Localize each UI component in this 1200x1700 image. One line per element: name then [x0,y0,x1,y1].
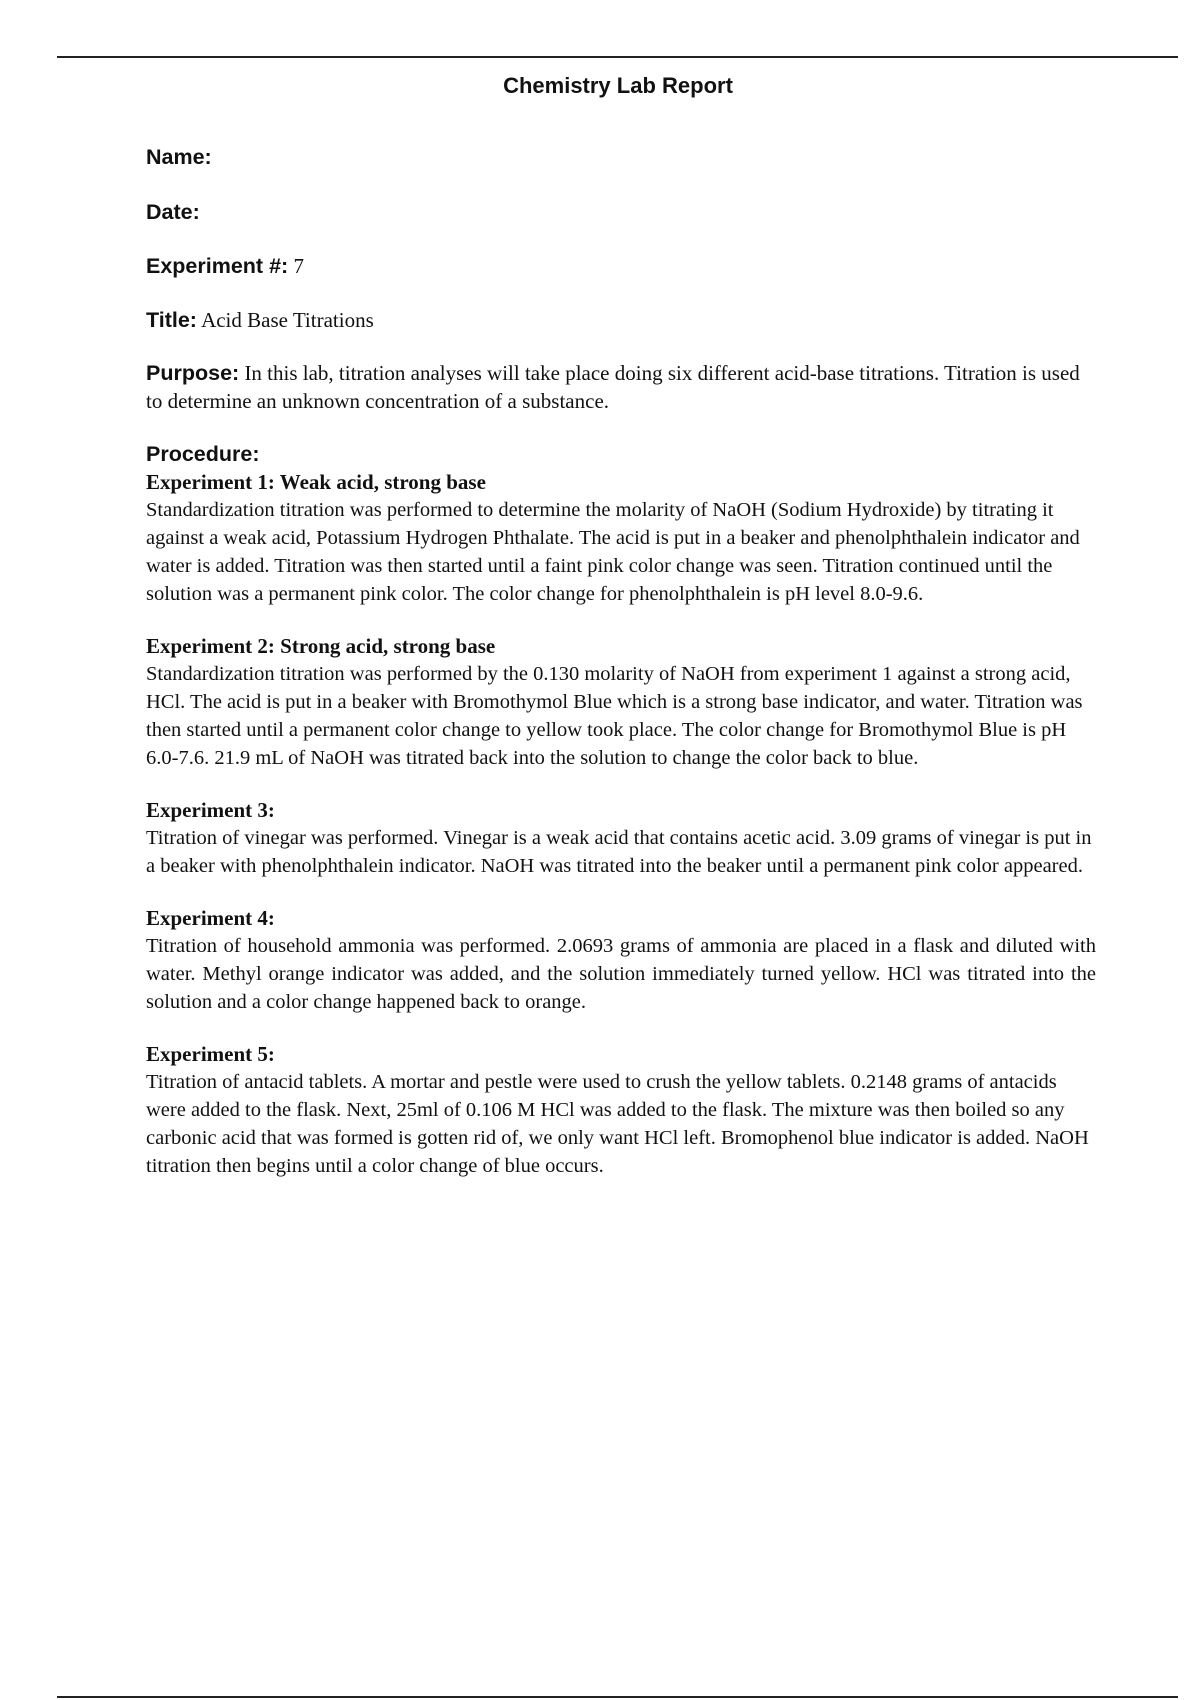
procedure-heading: Procedure: [146,442,260,466]
date-label: Date: [146,200,200,224]
bottom-rule [57,1696,1178,1698]
experiment-number-field [146,252,1096,280]
experiment-1-section [146,468,1096,608]
experiment-3-section [146,796,1096,880]
purpose-label: Purpose: [146,361,240,385]
experiment-number-value: 7 [293,254,304,278]
experiment-4-body: Titration of household ammonia was performed. 2.0693 grams of ammonia are placed in a flask and diluted with water. Methyl orange indicator was added, and the solution immediately turned yellow. HCl was titrated into the solution and a color change happened back to orange. [146,935,1096,1013]
experiment-5-body: Titration of antacid tablets. A mortar and pestle were used to crush the yellow tablets. 0.2148 grams of antacids were added to the flask. Next, 25ml of 0.106 M HCl was added to the flask. The mixture was then boiled so any carbonic acid that was formed is gotten rid of, we only want HCl left. Bromophenol blue indicator is added. NaOH titration then begins until a color change of blue occurs. [146,1071,1089,1177]
report-body [146,143,1096,1204]
title-label: Title: [146,308,197,332]
experiment-number-label: Experiment #: [146,254,289,278]
title-value: Acid Base Titrations [201,308,374,332]
top-rule [57,56,1178,58]
page-title: Chemistry Lab Report [503,73,733,98]
title-field [146,306,1096,334]
name-label: Name: [146,145,212,169]
experiment-2-heading: Experiment 2: Strong acid, strong base [146,634,496,658]
experiment-1-body: Standardization titration was performed to determine the molarity of NaOH (Sodium Hydroxide) by titrating it against a weak acid, Potassium Hydrogen Phthalate. The acid is put in a beaker and phenolphthalein indicator and water is added. Titration was then started until a faint pink color change was seen. Titration continued until the solution was a permanent pink color. The color change for phenolphthalein is pH level 8.0-9.6. [146,499,1080,605]
experiment-3-heading: Experiment 3: [146,798,275,822]
purpose-field [146,359,1096,415]
name-field [146,143,1096,171]
date-field [146,198,1096,226]
experiment-1-heading: Experiment 1: Weak acid, strong base [146,470,486,494]
experiment-2-section [146,632,1096,772]
experiment-2-body: Standardization titration was performed by the 0.130 molarity of NaOH from experiment 1 against a strong acid, HCl. The acid is put in a beaker with Bromothymol Blue which is a strong base indicator, and water. Titration was then started until a permanent color change to yellow took place. The color change for Bromothymol Blue is pH 6.0-7.6. 21.9 mL of NaOH was titrated back into the solution to change the color back to blue. [146,663,1083,769]
experiment-4-heading: Experiment 4: [146,906,275,930]
purpose-value: In this lab, titration analyses will take place doing six different acid-base titrations. Titration is used to determine an unknown concentration of a substance. [146,361,1080,413]
experiment-5-section [146,1040,1096,1180]
experiment-3-body: Titration of vinegar was performed. Vinegar is a weak acid that contains acetic acid. 3.09 grams of vinegar is put in a beaker with phenolphthalein indicator. NaOH was titrated into the beaker until a permanent pink color appeared. [146,827,1092,877]
experiment-5-heading: Experiment 5: [146,1042,275,1066]
experiment-4-section [146,904,1096,1016]
